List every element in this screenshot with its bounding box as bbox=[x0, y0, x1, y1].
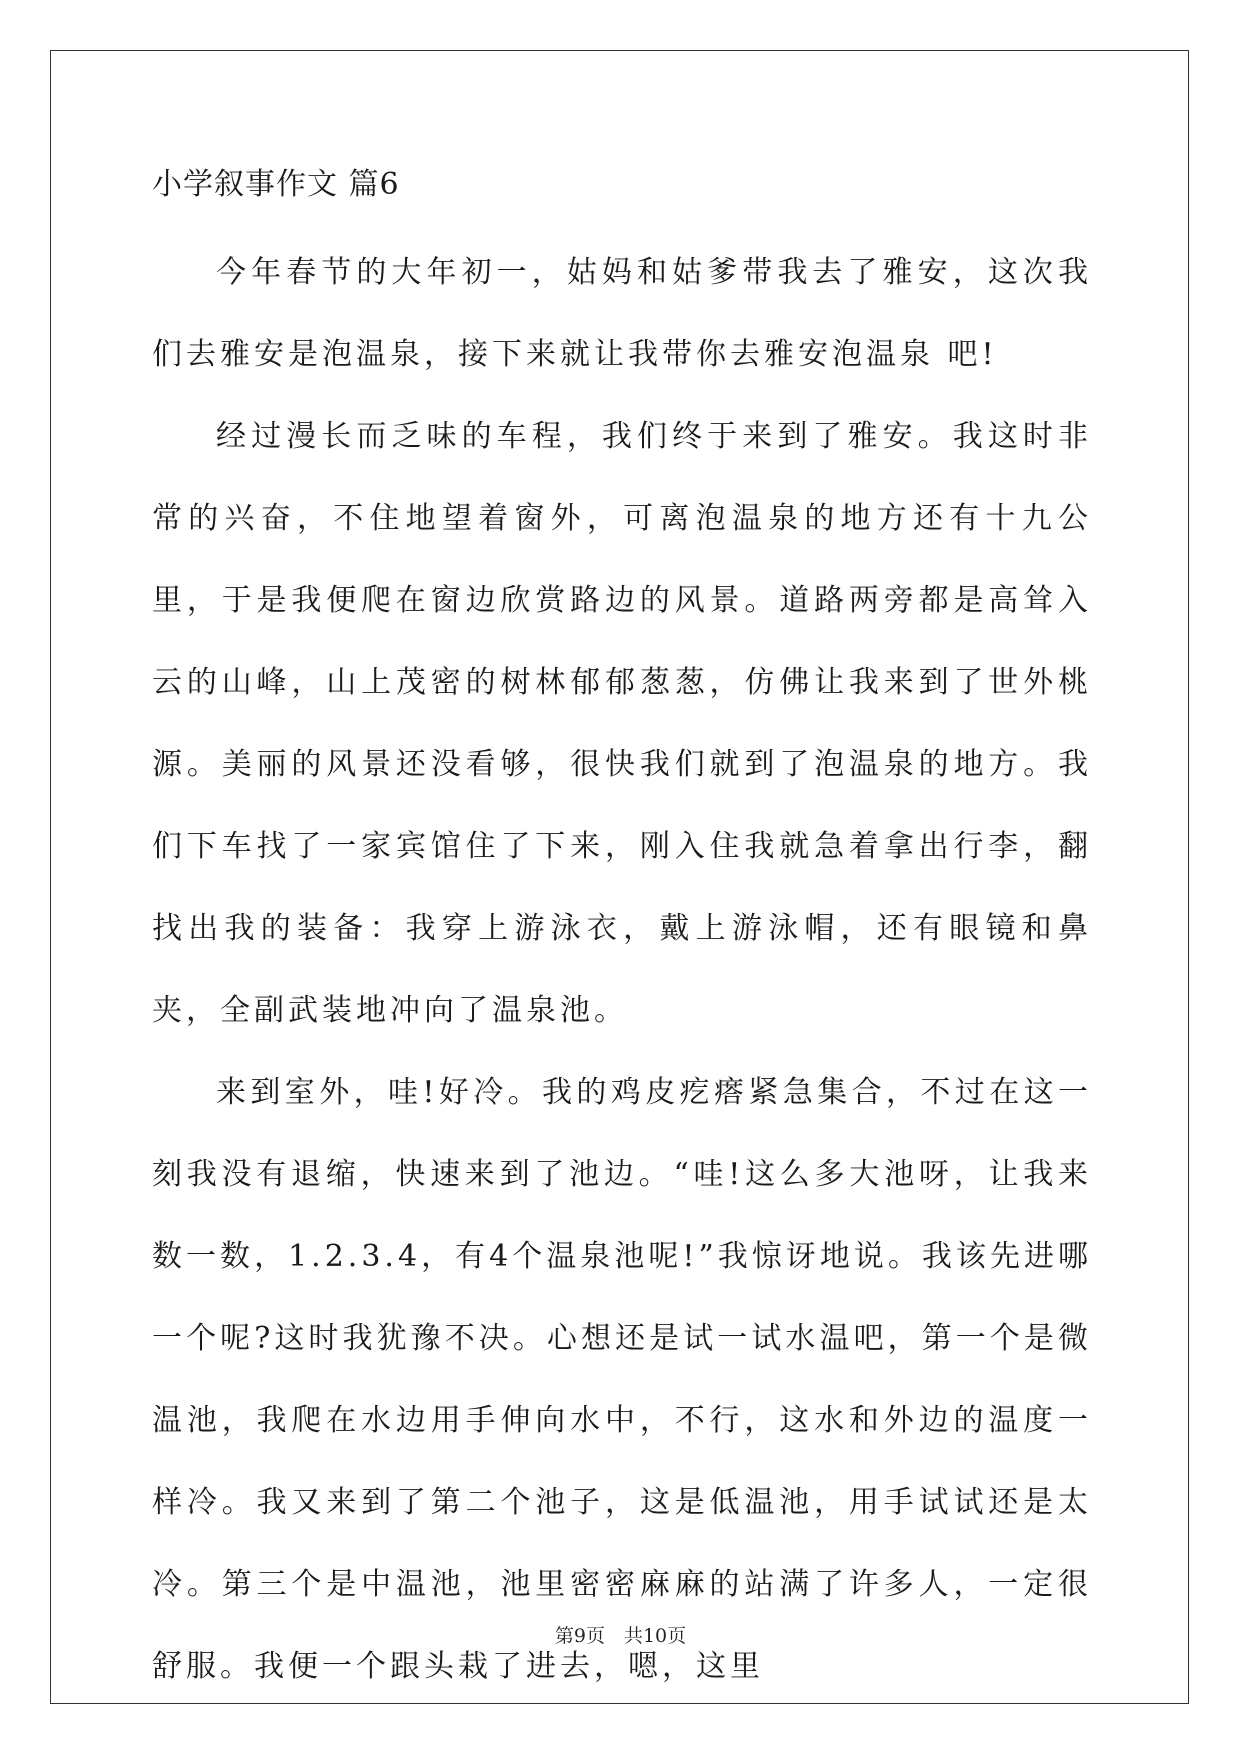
paragraph-3: 来到室外，哇!好冷。我的鸡皮疙瘩紧急集合，不过在这一刻我没有退缩，快速来到了池边。“哇!这么多大池呀，让我来数一数，1.2.3.4，有4个温泉池呢!”我惊讶地说。我该先进哪一个呢?这时我犹豫不决。心想还是试一试水温吧，第一个是微温池，我爬在水边用手伸向水中，不行，这水和外边的温度一样冷。我又来到了第二个池子，这是低温池，用手试试还是太冷。第三个是中温池，池里密密麻麻的站满了许多人，一定很舒服。我便一个跟头栽了进去，嗯，这里 bbox=[152, 1075, 1092, 1684]
paragraph-1: 今年春节的大年初一，姑妈和姑爹带我去了雅安，这次我们去雅安是泡温泉，接下来就让我带你去雅安泡温泉 吧! bbox=[152, 255, 1092, 372]
page-footer bbox=[0, 1624, 1241, 1648]
essay-heading: 小学叙事作文 篇6 bbox=[152, 167, 400, 202]
document-body bbox=[152, 162, 1092, 1708]
paragraph-2: 经过漫长而乏味的车程，我们终于来到了雅安。我这时非常的兴奋，不住地望着窗外，可离泡温泉的地方还有十九公里，于是我便爬在窗边欣赏路边的风景。道路两旁都是高耸入云的山峰，山上茂密的树林郁郁葱葱，仿佛让我来到了世外桃源。美丽的风景还没看够，很快我们就到了泡温泉的地方。我们下车找了一家宾馆住了下来，刚入住我就急着拿出行李，翻找出我的装备：我穿上游泳衣，戴上游泳帽，还有眼镜和鼻夹，全副武装地冲向了温泉池。 bbox=[152, 419, 1092, 1028]
page-number: 第9页 共10页 bbox=[554, 1625, 687, 1647]
